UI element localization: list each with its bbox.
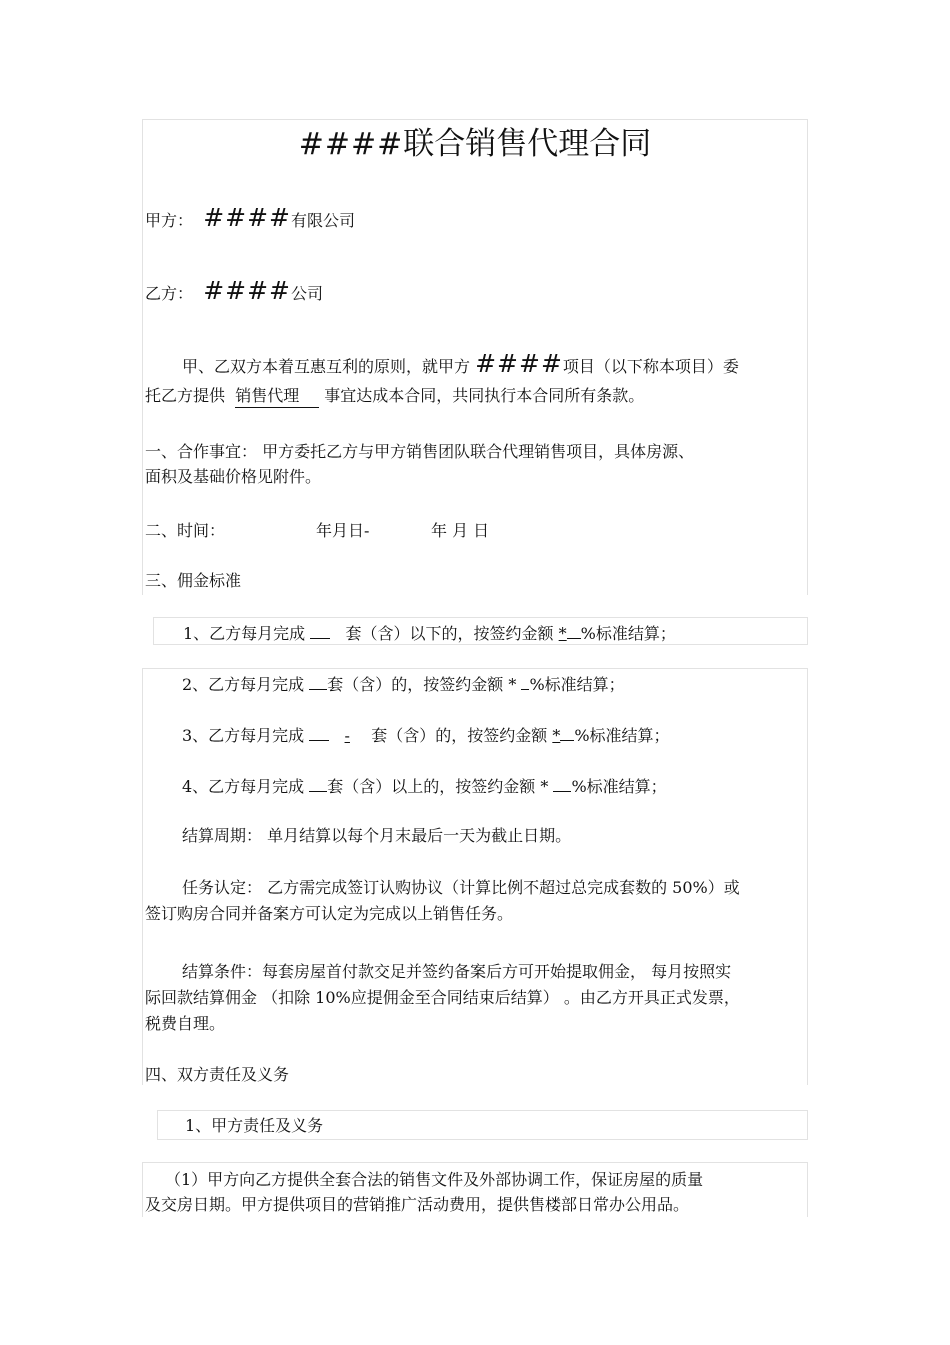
party-b-label: 乙方： (145, 284, 194, 303)
intro-hash: #### (475, 349, 563, 378)
c1-text-d: %标准结算； (580, 624, 676, 643)
party-a-duty-1-line-1: （1）甲方向乙方提供全套合法的销售文件及外部协调工作，保证房屋的质量 (165, 1170, 704, 1189)
c1-blank-sets (310, 622, 330, 639)
c1-blank-pct (567, 622, 581, 639)
intro-underlined-service (235, 385, 319, 408)
commission-item-4 (182, 775, 667, 798)
condition-line-1: 结算条件：每套房屋首付款交足并签约备案后方可开始提取佣金， 每月按照实 (182, 962, 732, 981)
c4-blank-pct (553, 775, 571, 792)
section-1-line-2: 面积及基础价格见附件。 (145, 467, 322, 486)
task-line-1: 任务认定： 乙方需完成签订认购协议（计算比例不超过总完成套数的 50%）或 (182, 878, 740, 897)
c4-blank-sets (309, 775, 327, 792)
intro-line-1 (182, 350, 739, 381)
settlement-period: 结算周期： 单月结算以每个月末最后一天为截止日期。 (182, 826, 572, 845)
commission-item-3 (182, 724, 670, 747)
c3-dash: - (344, 726, 350, 745)
c2-blank-sets (309, 673, 327, 690)
c4-text-b: 套（含）以上的，按签约金额 * (327, 777, 549, 796)
c3-text-a: 3、乙方每月完成 (182, 726, 305, 745)
party-a-line (145, 204, 355, 235)
section-4-heading: 四、双方责任及义务 (145, 1065, 290, 1084)
c2-text-d: %标准结算； (529, 675, 625, 694)
intro-text-c: 托乙方提供 (145, 386, 226, 405)
commission-item-2 (182, 673, 625, 696)
condition-line-2: 际回款结算佣金 （扣除 10%应提佣金至合同结束后结算） 。由乙方开具正式发票， (145, 988, 740, 1007)
intro-text-a: 甲、乙双方本着互惠互利的原则，就甲方 (182, 357, 471, 376)
party-b-suffix: 公司 (290, 284, 323, 303)
task-line-2: 签订购房合同并备案方可认定为完成以上销售任务。 (145, 904, 514, 923)
c3-blank-from (309, 724, 329, 741)
intro-text-d: 事宜达成本合同，共同执行本合同所有条款。 (324, 386, 645, 405)
c4-text-d: %标准结算； (571, 777, 667, 796)
c2-text-b: 套（含）的，按签约金额 * (327, 675, 517, 694)
c1-star: * (558, 624, 567, 643)
section-2-from: 年月日- (316, 521, 370, 540)
c2-text-a: 2、乙方每月完成 (182, 675, 305, 694)
contract-title (0, 124, 950, 165)
condition-line-3: 税费自理。 (145, 1014, 226, 1033)
c3-star: * (552, 726, 561, 745)
party-a-suffix: 有限公司 (290, 211, 355, 230)
title-hash: #### (298, 127, 404, 162)
intro-text-b: 项目（以下称本项目）委 (562, 357, 739, 376)
c3-text-b: 套（含）的，按签约金额 (371, 726, 548, 745)
title-text: 联合销售代理合同 (403, 126, 652, 162)
intro-service-text: 销售代理 (235, 386, 300, 405)
party-a-duty-1-line-2: 及交房日期。甲方提供项目的营销推广活动费用，提供售楼部日常办公用品。 (145, 1195, 690, 1214)
c3-text-d: %标准结算； (574, 726, 670, 745)
party-a-label: 甲方： (145, 211, 194, 230)
c1-text-b: 套（含）以下的，按签约金额 (345, 624, 554, 643)
party-a-duties-heading: 1、甲方责任及义务 (185, 1116, 324, 1135)
party-a-hash: #### (203, 203, 291, 232)
c3-blank-pct (560, 724, 574, 741)
section-3-heading: 三、佣金标准 (145, 571, 242, 590)
party-b-hash: #### (203, 276, 291, 305)
section-1-line-1: 一、合作事宜： 甲方委托乙方与甲方销售团队联合代理销售项目，具体房源、 (145, 442, 695, 461)
c1-text-a: 1、乙方每月完成 (183, 624, 306, 643)
commission-item-1 (183, 622, 676, 645)
section-2-to: 年 月 日 (431, 521, 490, 540)
intro-line-2 (145, 385, 644, 408)
section-2-label: 二、时间： (145, 521, 226, 540)
party-b-line (145, 277, 323, 308)
c4-text-a: 4、乙方每月完成 (182, 777, 305, 796)
